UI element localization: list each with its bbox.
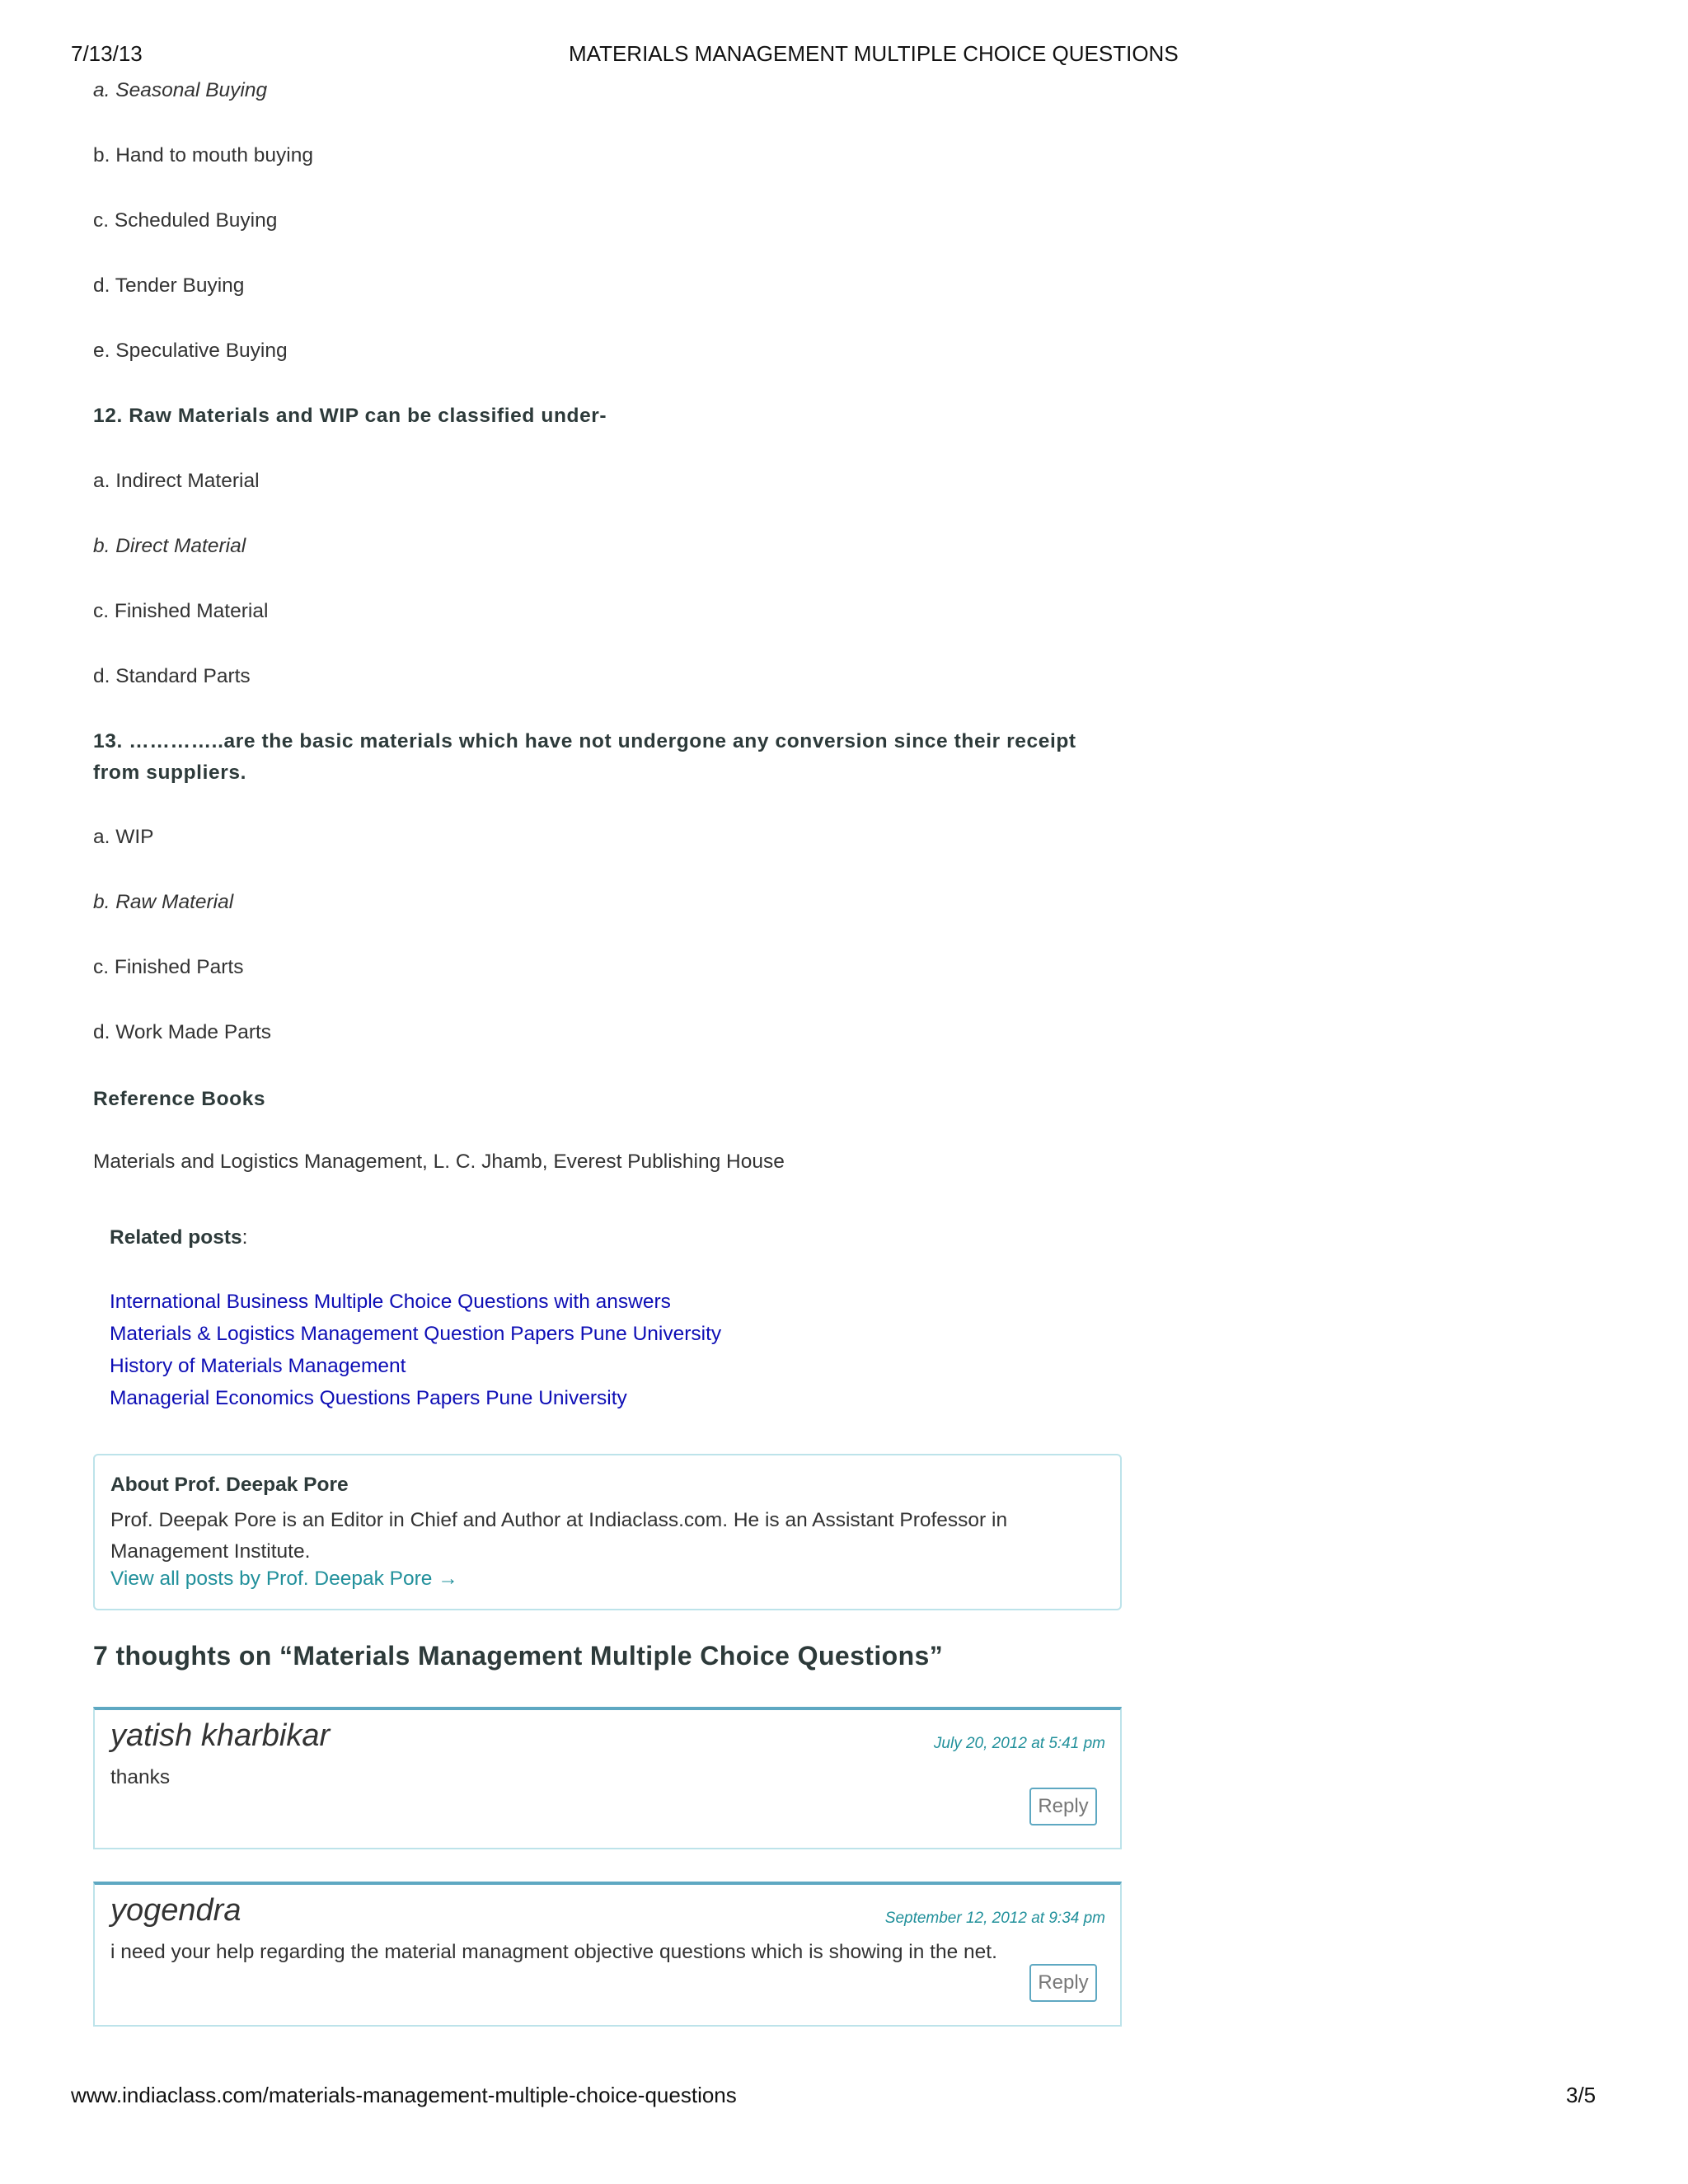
comment-date: July 20, 2012 at 5:41 pm [933, 1735, 1105, 1752]
print-url: www.indiaclass.com/materials-management-multiple-choice-questions [71, 2083, 737, 2107]
related-post-link[interactable]: History of Materials Management [110, 1355, 406, 1377]
q12-option-b: b. Direct Material [93, 535, 246, 557]
q13-option-d: d. Work Made Parts [93, 1021, 272, 1043]
page-number: 3/5 [1566, 2083, 1597, 2107]
comment [93, 1707, 1122, 1849]
q11-option-b: b. Hand to mouth buying [93, 144, 313, 166]
reference-books-text: Materials and Logistics Management, L. C. Jhamb, Everest Publishing House [93, 1151, 785, 1173]
comment [93, 1882, 1122, 2027]
q12-option-c: c. Finished Material [93, 600, 269, 622]
author-bio: Prof. Deepak Pore is an Editor in Chief and Author at Indiaclass.com. He is an Assistant Professor in Management Institute. [110, 1509, 1008, 1563]
comment-body: i need your help regarding the material managment objective questions which is showing in the net. [110, 1941, 997, 1963]
related-post-link[interactable]: Managerial Economics Questions Papers Pune University [110, 1387, 627, 1409]
reference-books-heading: Reference Books [93, 1088, 266, 1110]
view-all-posts-link[interactable]: View all posts by Prof. Deepak Pore → [110, 1568, 458, 1590]
question-12: 12. Raw Materials and WIP can be classified under- [93, 405, 607, 427]
comment-body: thanks [110, 1766, 171, 1788]
q12-option-a: a. Indirect Material [93, 470, 260, 492]
q11-option-d: d. Tender Buying [93, 274, 245, 297]
q12-option-d: d. Standard Parts [93, 665, 251, 687]
q11-option-c: c. Scheduled Buying [93, 209, 278, 232]
comment-date: September 12, 2012 at 9:34 pm [884, 1910, 1105, 1927]
related-post-link[interactable]: Materials & Logistics Management Question Papers Pune University [110, 1323, 722, 1345]
q13-option-b: b. Raw Material [93, 891, 234, 913]
print-title: MATERIALS MANAGEMENT MULTIPLE CHOICE QUESTIONS [569, 41, 1179, 66]
question-13: 13. …………..are the basic materials which have not undergone any conversion since their receipt from suppliers. [93, 730, 1076, 784]
q13-option-a: a. WIP [93, 826, 154, 848]
related-post-link[interactable]: International Business Multiple Choice Questions with answers [110, 1291, 671, 1313]
related-posts-heading: Related posts [110, 1226, 242, 1249]
q11-option-a: a. Seasonal Buying [93, 79, 268, 101]
comment-author: yatish kharbikar [110, 1718, 331, 1753]
comments-heading: 7 thoughts on “Materials Management Multiple Choice Questions” [93, 1641, 944, 1671]
related-posts-colon: : [241, 1226, 248, 1249]
q11-option-e: e. Speculative Buying [93, 340, 288, 362]
print-date: 7/13/13 [71, 41, 143, 66]
reply-button[interactable]: Reply [1029, 1964, 1097, 2002]
print-header [0, 41, 1688, 74]
comment-author: yogendra [110, 1893, 241, 1928]
reply-button[interactable]: Reply [1029, 1788, 1097, 1825]
author-name: About Prof. Deepak Pore [110, 1474, 349, 1496]
q13-option-c: c. Finished Parts [93, 956, 244, 978]
author-box [93, 1454, 1122, 1610]
